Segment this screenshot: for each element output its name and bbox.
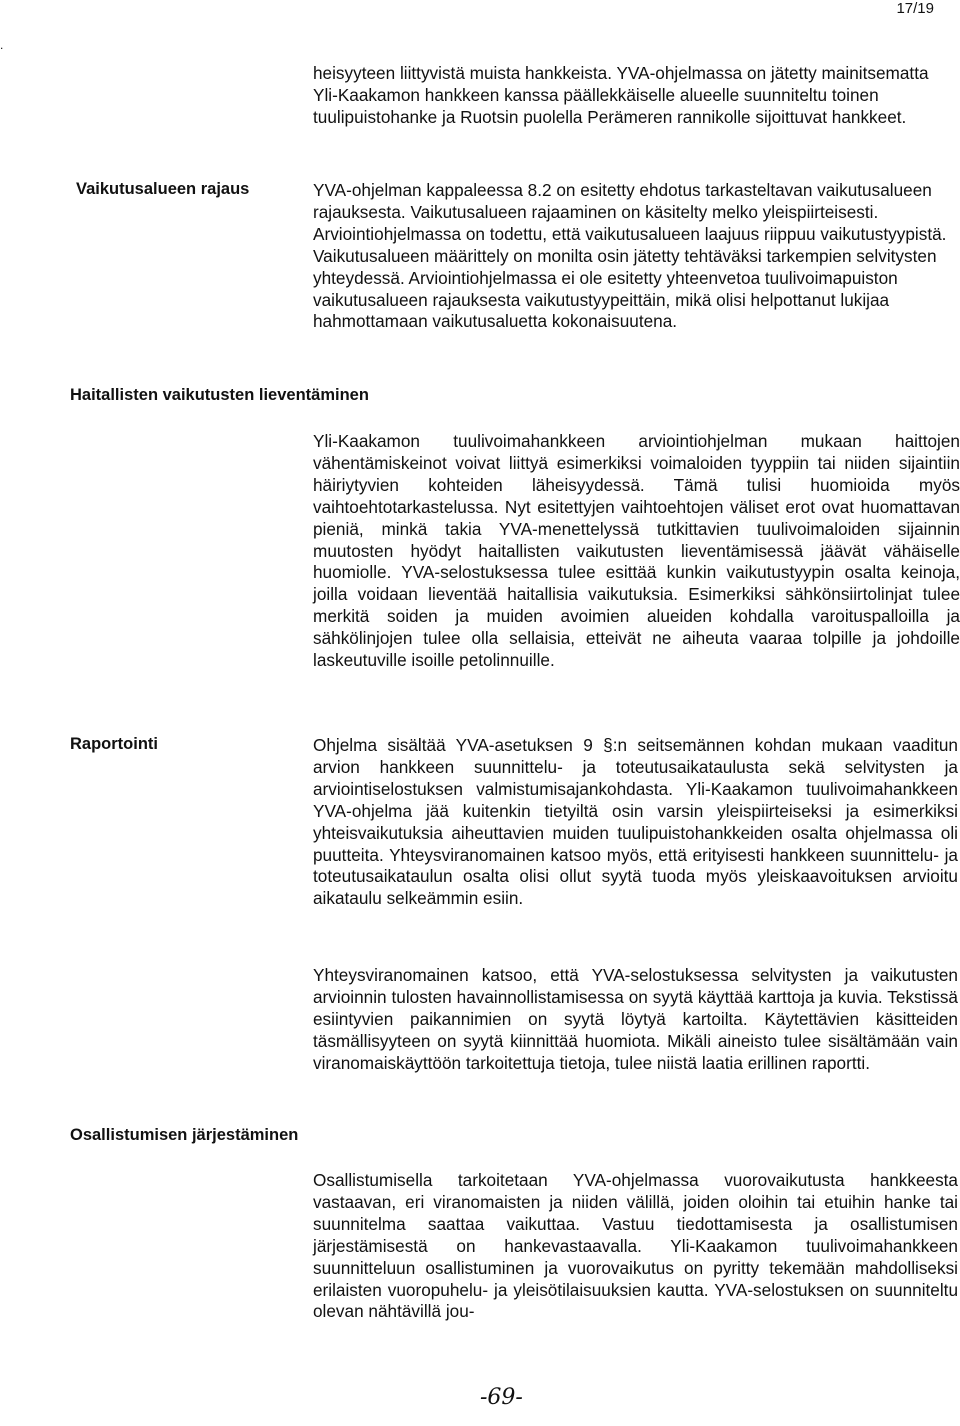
osallistuminen-text: Osallistumisella tarkoitetaan YVA-ohjelmassa vuorovaikutusta hankkeesta vastaavan, eri viranomaisten ja niiden välillä, joiden oloihin tai etuihin hanke tai suunnitelma saattaa vaikuttaa. Vastuu tiedottamisesta ja osallistumisen järjestämisestä on hankevastaavalla. Yli-Kaakamon tuulivoimahankkeen suunnitteluun osallistuminen ja vuorovaikutus on pyritty tekemään mahdolliseksi erilaisten vuoropuhelu- ja yleisötilaisuuksien kautta. YVA-selostuksen on suunniteltu olevan nähtävillä jou- [313, 1170, 958, 1322]
vaikutusalue-text: YVA-ohjelman kappaleessa 8.2 on esitetty ehdotus tarkasteltavan vaikutusalueen rajauksesta. Vaikutusalueen rajaaminen on käsitelty melko yleispiirteisesti. Arviointiohjelmassa on todettu, että vaikutusalueen laajuus riippuu vaikutustyypistä. Vaikutusalueen määrittely on monilta osin jätetty tehtäväksi tarkempien selvitysten yhteydessä. Arviointiohjelmassa ei ole esitetty yhteenvetoa tuulivoimapuiston vaikutusalueen rajauksesta vaikutustyypeittäin, mikä olisi helpottanut lukijaa hahmottamaan vaikutusaluetta kokonaisuutena. [313, 180, 947, 332]
heading-lieventaminen: Haitallisten vaikutusten lieventäminen [70, 386, 369, 404]
corner-mark: . [0, 38, 4, 52]
handwritten-page-mark: -69- [480, 1385, 523, 1410]
intro-text: heisyyteen liittyvistä muista hankkeista. YVA-ohjelmassa on jätetty mainitsematta Yli-Kaakamon hankkeen kanssa päällekkäiselle alueelle suunniteltu toinen tuulipuistohanke ja Ruotsin puolella Perämeren rannikolle sijoittuvat hankkeet. [313, 63, 929, 127]
raportointi-text-2: Yhteysviranomainen katsoo, että YVA-selostuksessa selvitysten ja vaikutusten arvioinnin tulosten havainnollistamisessa on syytä käyttää karttoja ja kuvia. Tekstissä esiintyvien paikannimien on syytä löytyä kartoilta. Käytettävien käsitteiden täsmällisyyteen on syytä kiinnittää huomiota. Mikäli aineisto tulee sisältämään vain viranomaiskäyttöön tarkoitettuja tietoja, tulee niistä laatia erillinen raportti. [313, 965, 958, 1073]
vaikutusalue-paragraph [313, 180, 953, 333]
intro-paragraph [313, 63, 945, 129]
raportointi-text-1: Ohjelma sisältää YVA-asetuksen 9 §:n seitsemännen kohdan mukaan vaaditun arvion hankkeen suunnittelu- ja toteutusaikataulusta sekä selvitysten ja arviointiselostuksen valmistumisajankohdasta. Yli-Kaakamon tuulivoimahankkeen YVA-ohjelma jää kuitenkin tietyiltä osin varsin yleispiirteiseksi ja esimerkiksi yhteisvaikutuksia aiheuttavien muiden tuulipuistohankkeiden osalta ohjelmassa oli puutteita. Yhteysviranomainen katsoo myös, että erityisesti hankkeen suunnittelu- ja toteutusaikataulun osalta olisi ollut syytä tuoda myös yleiskaavoituksen arvioitu aikataulu selkeämmin esiin. [313, 735, 958, 909]
heading-raportointi: Raportointi [70, 735, 158, 753]
lieventaminen-paragraph [313, 431, 960, 672]
lieventaminen-text: Yli-Kaakamon tuulivoimahankkeen arviointiohjelman mukaan haittojen vähentämiskeinot voivat liittyä esimerkiksi voimaloiden tyyppiin tai niiden sijaintiin häiriytyvien kohteiden läheisyydessä. Tämä tulisi huomioida myös vaihtoehtotarkastelussa. Nyt esitettyjen vaihtoehtojen väliset erot ovat huomattavan pieniä, minkä takia YVA-menettelyssä tutkittavien tuulivoimaloiden sijainnin muutosten hyödyt haitallisten vaikutusten lieventämisessä jäävät vähäiselle huomiolle. YVA-selostuksessa tulee esittää kunkin vaikutustyypin osalta keinoja, joilla voidaan lieventää haitallisia vaikutuksia. Esimerkiksi sähkönsiirtolinjat tulee merkitä soiden ja muiden avoimien alueiden kohdalla varoituspalloilla ja sähkölinjojen tulee olla sellaisia, etteivät ne aiheuta vaaraa tolpille ja johdoille laskeutuville isoille petolinnuille. [313, 431, 960, 671]
heading-osallistuminen: Osallistumisen järjestäminen [70, 1126, 299, 1144]
raportointi-paragraph-2 [313, 965, 958, 1075]
page-number: 17/19 [896, 0, 934, 17]
heading-vaikutusalue: Vaikutusalueen rajaus [76, 180, 250, 198]
osallistuminen-paragraph [313, 1170, 958, 1323]
raportointi-paragraph-1 [313, 735, 958, 910]
